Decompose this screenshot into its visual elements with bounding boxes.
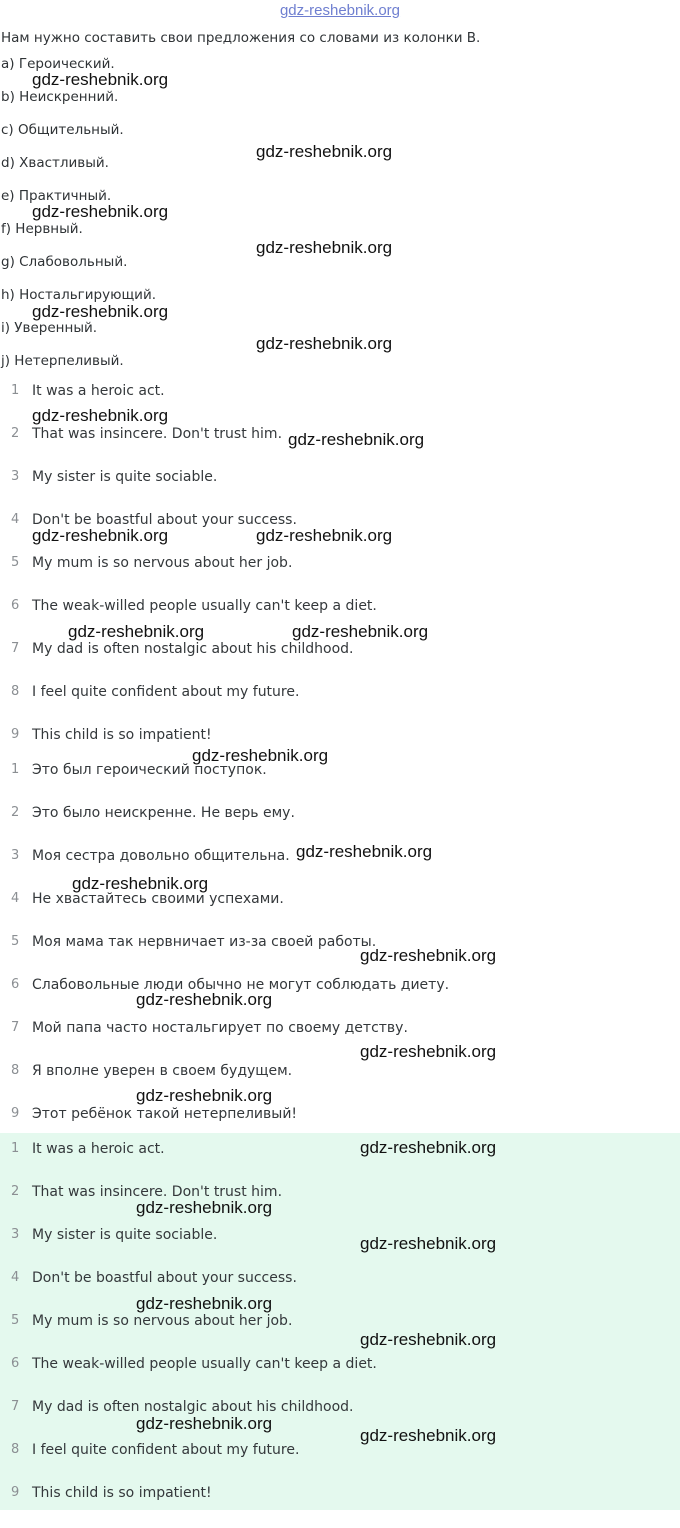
sentence-number: 1	[11, 1141, 20, 1156]
sentence-text: Мой папа часто ностальгирует по своему детству.	[32, 1020, 408, 1036]
sentence-row	[0, 934, 680, 977]
watermark-text: gdz-reshebnik.org	[32, 526, 169, 545]
watermark-text: gdz-reshebnik.org	[68, 622, 205, 641]
option-item: f) Нервный.	[1, 221, 83, 237]
watermark-text: gdz-reshebnik.org	[296, 842, 433, 861]
sentence-row	[0, 1356, 680, 1399]
sentence-text: Это было неискренне. Не верь ему.	[32, 805, 295, 821]
sentence-number: 6	[11, 1356, 20, 1371]
sentence-number: 2	[11, 1184, 20, 1199]
option-item: a) Героический.	[1, 56, 115, 72]
option-item: d) Хвастливый.	[1, 155, 109, 171]
sentence-row	[0, 1141, 680, 1184]
sentence-number: 7	[11, 1020, 20, 1035]
watermark-text: gdz-reshebnik.org	[32, 406, 169, 425]
sentence-number: 4	[11, 891, 20, 906]
watermark-text: gdz-reshebnik.org	[256, 526, 393, 545]
sentence-text: My mum is so nervous about her job.	[32, 1313, 293, 1329]
option-item: b) Неискренний.	[1, 89, 119, 105]
sentence-text: Don't be boastful about your success.	[32, 512, 297, 528]
sentence-text: I feel quite confident about my future.	[32, 1442, 300, 1458]
sentence-text: Слабовольные люди обычно не могут соблюдать диету.	[32, 977, 450, 993]
sentence-text: Я вполне уверен в своем будущем.	[32, 1063, 293, 1079]
watermark-text: gdz-reshebnik.org	[72, 874, 209, 893]
sentence-row	[0, 1063, 680, 1106]
sentence-number: 4	[11, 512, 20, 527]
sentence-text: That was insincere. Don't trust him.	[32, 1184, 283, 1200]
sentence-text: My sister is quite sociable.	[32, 469, 218, 485]
sentence-row	[0, 1485, 680, 1528]
watermark-text: gdz-reshebnik.org	[192, 746, 329, 765]
option-item: h) Ностальгирующий.	[1, 287, 157, 303]
sentence-row	[0, 977, 680, 1020]
sentence-text: Don't be boastful about your success.	[32, 1270, 297, 1286]
sentence-number: 3	[11, 848, 20, 863]
sentence-number: 8	[11, 1442, 20, 1457]
sentence-number: 7	[11, 1399, 20, 1414]
sentence-row	[0, 1020, 680, 1063]
sentence-text: Моя сестра довольно общительна.	[32, 848, 290, 864]
watermark-text: gdz-reshebnik.org	[360, 1234, 497, 1253]
sentence-text: Это был героический поступок.	[32, 762, 267, 778]
task-intro: Нам нужно составить свои предложения со словами из колонки B.	[1, 30, 481, 46]
sentence-text: My sister is quite sociable.	[32, 1227, 218, 1243]
sentence-text: My dad is often nostalgic about his childhood.	[32, 1399, 354, 1415]
watermark-text: gdz-reshebnik.org	[256, 334, 393, 353]
option-item: j) Нетерпеливый.	[1, 353, 124, 369]
sentence-row	[0, 469, 680, 512]
sentence-text: Этот ребёнок такой нетерпеливый!	[32, 1106, 298, 1122]
sentence-text: This child is so impatient!	[32, 1485, 212, 1501]
sentence-row	[0, 1184, 680, 1227]
watermark-text: gdz-reshebnik.org	[360, 1330, 497, 1349]
watermark-text: gdz-reshebnik.org	[32, 70, 169, 89]
watermark-text: gdz-reshebnik.org	[136, 1294, 273, 1313]
sentence-row	[0, 1313, 680, 1356]
sentence-number: 7	[11, 641, 20, 656]
watermark-text: gdz-reshebnik.org	[292, 622, 429, 641]
watermark-text: gdz-reshebnik.org	[136, 1086, 273, 1105]
sentence-row	[0, 555, 680, 598]
watermark-text: gdz-reshebnik.org	[32, 202, 169, 221]
sentence-number: 2	[11, 805, 20, 820]
option-item: c) Общительный.	[1, 122, 124, 138]
watermark-text: gdz-reshebnik.org	[136, 990, 273, 1009]
watermark-text: gdz-reshebnik.org	[256, 238, 393, 257]
sentence-row	[0, 891, 680, 934]
sentence-number: 6	[11, 598, 20, 613]
sentence-row	[0, 641, 680, 684]
option-item: e) Практичный.	[1, 188, 112, 204]
sentence-text: It was a heroic act.	[32, 1141, 165, 1157]
sentence-number: 5	[11, 555, 20, 570]
sentence-text: Моя мама так нервничает из-за своей работы.	[32, 934, 377, 950]
watermark-text: gdz-reshebnik.org	[136, 1198, 273, 1217]
sentence-number: 3	[11, 1227, 20, 1242]
sentence-number: 5	[11, 934, 20, 949]
sentence-text: My dad is often nostalgic about his childhood.	[32, 641, 354, 657]
sentence-number: 8	[11, 1063, 20, 1078]
sentence-number: 9	[11, 727, 20, 742]
watermark-text: gdz-reshebnik.org	[288, 430, 425, 449]
sentence-number: 1	[11, 383, 20, 398]
sentence-number: 9	[11, 1485, 20, 1500]
watermark-text: gdz-reshebnik.org	[32, 302, 169, 321]
option-item: g) Слабовольный.	[1, 254, 128, 270]
sentence-number: 3	[11, 469, 20, 484]
sentence-text: It was a heroic act.	[32, 383, 165, 399]
sentence-row	[0, 1270, 680, 1313]
sentence-number: 8	[11, 684, 20, 699]
sentence-number: 1	[11, 762, 20, 777]
sentence-text: My mum is so nervous about her job.	[32, 555, 293, 571]
sentence-row	[0, 1442, 680, 1485]
watermark-text: gdz-reshebnik.org	[360, 1426, 497, 1445]
watermark-text: gdz-reshebnik.org	[256, 142, 393, 161]
sentence-number: 5	[11, 1313, 20, 1328]
header-watermark-link[interactable]: gdz-reshebnik.org	[279, 2, 401, 19]
sentence-row	[0, 684, 680, 727]
sentence-number: 9	[11, 1106, 20, 1121]
watermark-text: gdz-reshebnik.org	[360, 1138, 497, 1157]
watermark-text: gdz-reshebnik.org	[360, 1042, 497, 1061]
sentence-row	[0, 762, 680, 805]
sentence-text: The weak-willed people usually can't keep a diet.	[32, 1356, 377, 1372]
option-item: i) Уверенный.	[1, 320, 98, 336]
sentence-row	[0, 1399, 680, 1442]
sentence-text: That was insincere. Don't trust him.	[32, 426, 283, 442]
watermark-text: gdz-reshebnik.org	[360, 946, 497, 965]
sentence-number: 2	[11, 426, 20, 441]
watermark-text: gdz-reshebnik.org	[136, 1414, 273, 1433]
sentence-text: Не хвастайтесь своими успехами.	[32, 891, 284, 907]
sentence-text: This child is so impatient!	[32, 727, 212, 743]
sentence-number: 4	[11, 1270, 20, 1285]
sentence-text: The weak-willed people usually can't keep a diet.	[32, 598, 377, 614]
sentence-text: I feel quite confident about my future.	[32, 684, 300, 700]
sentence-number: 6	[11, 977, 20, 992]
sentence-row	[0, 1227, 680, 1270]
